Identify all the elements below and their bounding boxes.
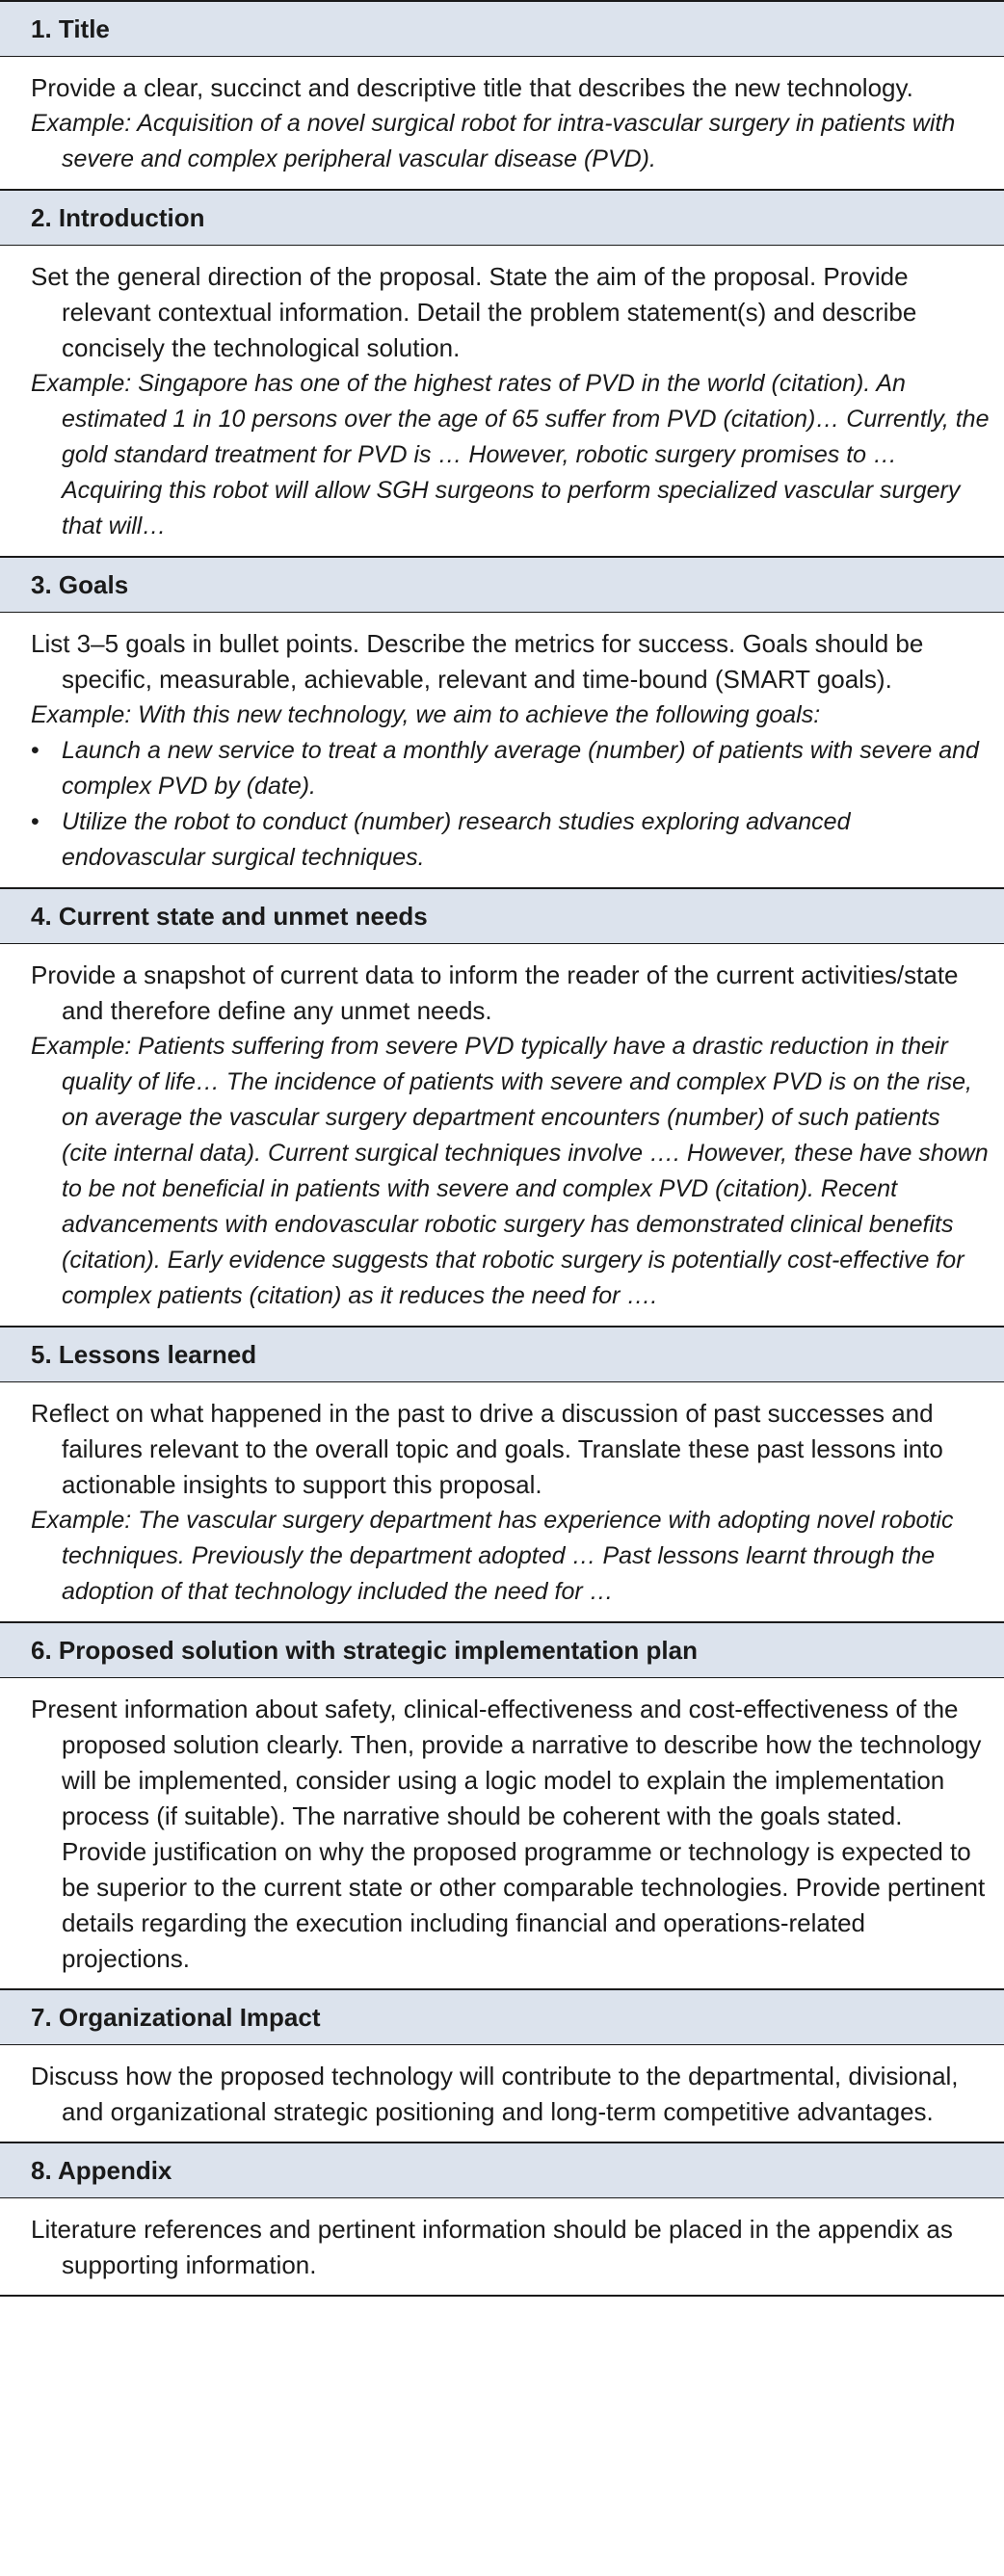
section-header-introduction: 2. Introduction [0,189,1004,246]
section-header-goals: 3. Goals [0,556,1004,613]
goal-bullet-text: Launch a new service to treat a monthly average (number) of patients with severe and complex PVD by (date). [62,737,979,800]
section-body-introduction [0,246,1004,556]
section-description: Present information about safety, clinical-effectiveness and cost-effectiveness of the proposed solution clearly. Then, provide a narrative to describe how the technology will be implemented, consider using a logic model to explain the implementation process (if suitable). The narrative should be coherent with the goals stated. Provide justification on why the proposed programme or technology is expected to be superior to the current state or other comparable technologies. Provide pertinent details regarding the execution including financial and operations-related projections. [31,1695,986,1973]
section-header-lessons-learned: 5. Lessons learned [0,1326,1004,1382]
bullet-icon: • [31,737,40,764]
section-example: Example: Patients suffering from severe PVD typically have a drastic reduction in their quality of life… The incidence of patients with severe and complex PVD is on the rise, on average the vascular surgery department encounters (number) of such patients (cite internal data). Current surgical techniques involve …. However, these have shown to be not beneficial in patients with severe and complex PVD (citation). Recent advancements with endovascular robotic surgery has demonstrated clinical benefits (citation). Early evidence suggests that robotic surgery is potentially cost-effective for complex patients (citation) as it reduces the need for …. [31,1033,989,1309]
section-description: Discuss how the proposed technology will contribute to the departmental, divisional, and organizational strategic positioning and long-term competitive advantages. [31,2062,959,2126]
goal-bullet-item [31,733,991,804]
section-description: List 3–5 goals in bullet points. Describe the metrics for success. Goals should be specific, measurable, achievable, relevant and time-bound (SMART goals). [31,629,924,694]
section-body-goals [0,613,1004,887]
section-example: Example: The vascular surgery department has experience with adopting novel robotic techniques. Previously the department adopted … Past lessons learnt through the adoption of that technology included the need for … [31,1507,954,1605]
section-body-proposed-solution [0,1678,1004,1988]
section-header-organizational-impact: 7. Organizational Impact [0,1988,1004,2045]
section-example: Example: Singapore has one of the highest rates of PVD in the world (citation). An estimated 1 in 10 persons over the age of 65 suffer from PVD (citation)… Currently, the gold standard treatment for PVD is … However, robotic surgery promises to … Acquiring this robot will allow SGH surgeons to perform specialized vascular surgery that will… [31,370,990,539]
section-description: Reflect on what happened in the past to drive a discussion of past successes and failures relevant to the overall topic and goals. Translate these past lessons into actionable insights to support this proposal. [31,1399,943,1499]
section-header-current-state: 4. Current state and unmet needs [0,887,1004,944]
goal-bullet-text: Utilize the robot to conduct (number) research studies exploring advanced endovascular surgical techniques. [62,808,851,871]
section-body-lessons-learned [0,1382,1004,1621]
section-description: Provide a snapshot of current data to inform the reader of the current activities/state and therefore define any unmet needs. [31,960,959,1025]
section-description: Literature references and pertinent information should be placed in the appendix as supporting information. [31,2215,953,2279]
section-body-title [0,57,1004,189]
goal-bullet-item [31,804,991,876]
bullet-icon: • [31,808,40,835]
section-header-proposed-solution: 6. Proposed solution with strategic implementation plan [0,1621,1004,1678]
section-body-appendix [0,2198,1004,2297]
section-example: Example: Acquisition of a novel surgical robot for intra-vascular surgery in patients with severe and complex peripheral vascular disease (PVD). [31,110,956,172]
goals-bullet-list [31,733,991,876]
section-description: Provide a clear, succinct and descriptive title that describes the new technology. [31,73,913,102]
section-header-title: 1. Title [0,0,1004,57]
section-header-appendix: 8. Appendix [0,2142,1004,2198]
section-body-organizational-impact [0,2045,1004,2142]
section-body-current-state [0,944,1004,1326]
section-description: Set the general direction of the proposal. State the aim of the proposal. Provide relevant contextual information. Detail the problem statement(s) and describe concisely the technological solution. [31,262,917,362]
section-example-intro: Example: With this new technology, we aim to achieve the following goals: [31,701,821,728]
